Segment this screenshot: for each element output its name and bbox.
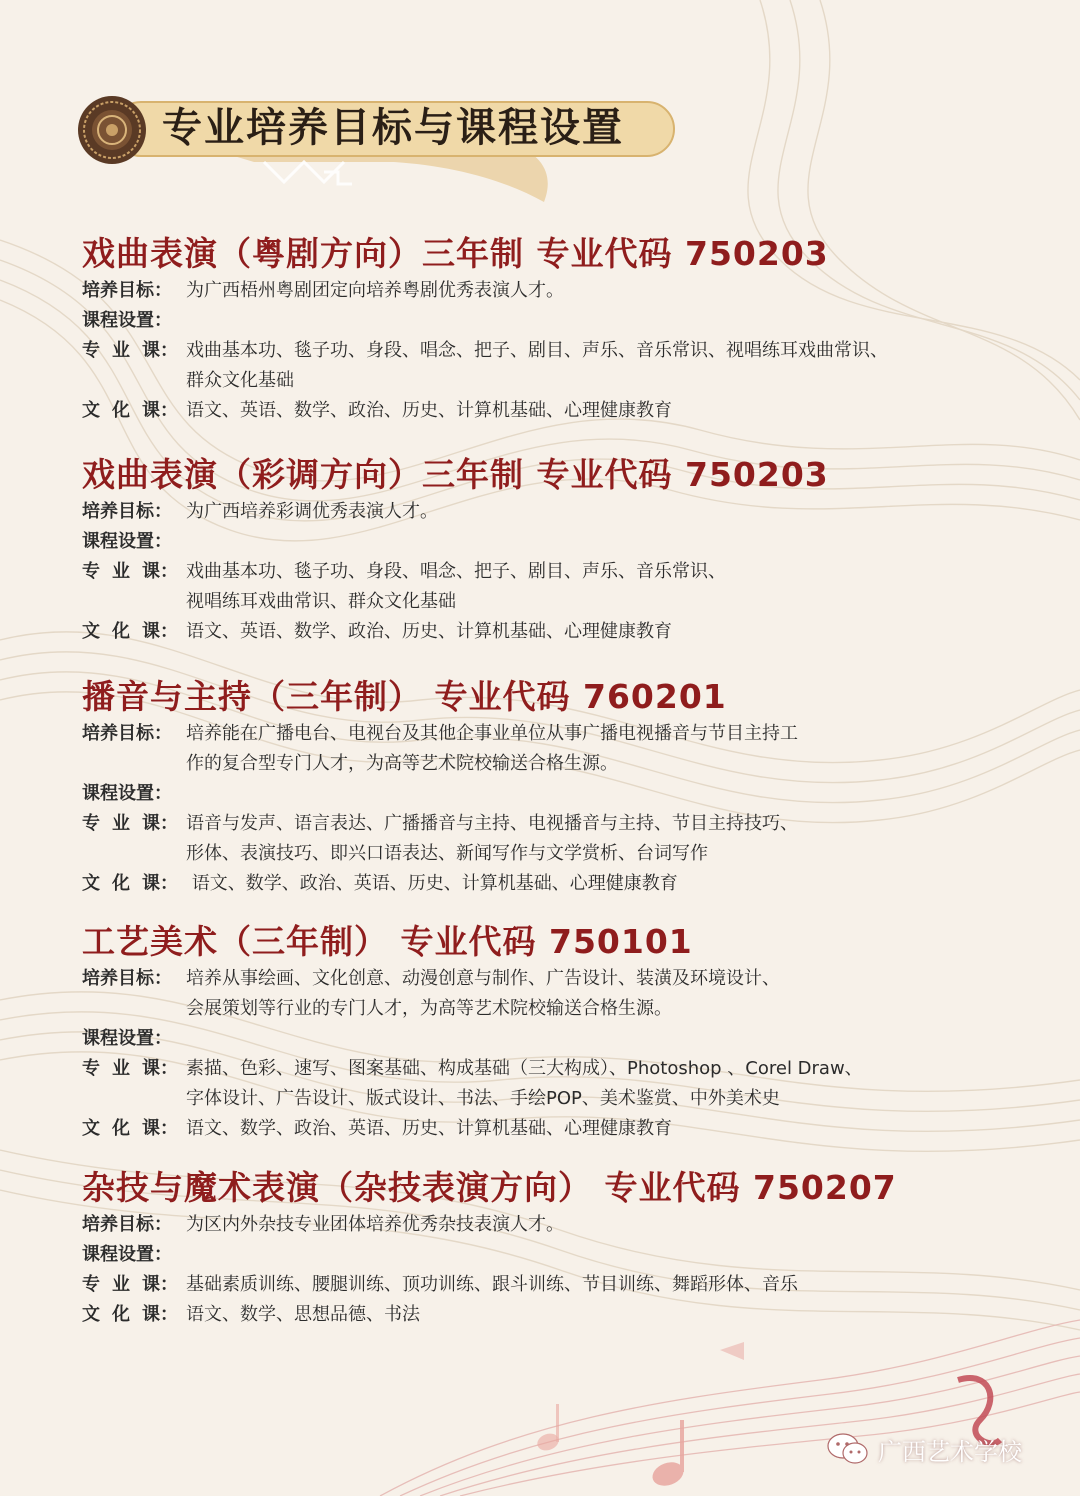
major-text: 形体、表演技巧、即兴口语表达、新闻写作与文学赏析、台词写作 — [186, 843, 708, 864]
goal-label: 培养目标： — [82, 280, 172, 301]
culture-text: 语文、数学、思想品德、书法 — [186, 1304, 420, 1325]
wechat-icon — [826, 1431, 870, 1467]
culture-row: 文 化 课： 语文、数学、政治、英语、历史、计算机基础、心理健康教育 — [82, 869, 1042, 899]
section-title: 戏曲表演（粤剧方向）三年制 专业代码 750203 — [82, 234, 829, 273]
culture-label: 文 化 课 — [82, 1118, 160, 1139]
major-label: 专 业 课 — [82, 1274, 160, 1295]
goal-label: 培养目标： — [82, 501, 172, 522]
courses-row — [82, 779, 1042, 809]
major-text: 基础素质训练、腰腿训练、顶功训练、跟斗训练、节目训练、舞蹈形体、音乐 — [186, 1274, 798, 1295]
goal-text: 为广西培养彩调优秀表演人才。 — [186, 501, 438, 522]
culture-text: 语文、数学、政治、英语、历史、计算机基础、心理健康教育 — [186, 873, 678, 894]
program-section — [82, 232, 1042, 426]
culture-row: 文 化 课： 语文、数学、思想品德、书法 — [82, 1300, 1042, 1330]
major-row: 专 业 课： 戏曲基本功、毯子功、身段、唱念、把子、剧目、声乐、音乐常识、 视唱练耳戏曲常识、群众文化基础 — [82, 557, 1042, 617]
section-title: 杂技与魔术表演（杂技表演方向） 专业代码 750207 — [82, 1168, 897, 1207]
medallion-icon — [78, 96, 146, 164]
culture-row: 文 化 课： 语文、英语、数学、政治、历史、计算机基础、心理健康教育 — [82, 396, 1042, 426]
courses-label: 课程设置： — [82, 783, 172, 804]
goal-text: 培养从事绘画、文化创意、动漫创意与制作、广告设计、装潢及环境设计、 — [186, 968, 780, 989]
major-text: 群众文化基础 — [186, 370, 294, 391]
courses-row — [82, 1240, 1042, 1270]
major-row: 专 业 课： 素描、色彩、速写、图案基础、构成基础（三大构成）、Photoshop 、Corel Draw、 字体设计、广告设计、版式设计、书法、手绘POP、美术鉴赏、中外美术史 — [82, 1054, 1042, 1114]
culture-row: 文 化 课： 语文、英语、数学、政治、历史、计算机基础、心理健康教育 — [82, 617, 1042, 647]
major-text: 戏曲基本功、毯子功、身段、唱念、把子、剧目、声乐、音乐常识、 — [186, 561, 726, 582]
courses-label: 课程设置： — [82, 310, 172, 331]
goal-text: 培养能在广播电台、电视台及其他企事业单位从事广播电视播音与节目主持工 — [186, 723, 798, 744]
program-section — [82, 1166, 1042, 1330]
courses-label: 课程设置： — [82, 531, 172, 552]
goal-text: 会展策划等行业的专门人才，为高等艺术院校输送合格生源。 — [186, 998, 672, 1019]
goal-text: 作的复合型专门人才，为高等艺术院校输送合格生源。 — [186, 753, 618, 774]
culture-row: 文 化 课： 语文、数学、政治、英语、历史、计算机基础、心理健康教育 — [82, 1114, 1042, 1144]
major-text: 视唱练耳戏曲常识、群众文化基础 — [186, 591, 456, 612]
goal-text: 为区内外杂技专业团体培养优秀杂技表演人才。 — [186, 1214, 564, 1235]
culture-text: 语文、英语、数学、政治、历史、计算机基础、心理健康教育 — [186, 400, 672, 421]
source-watermark — [826, 1431, 1022, 1467]
major-label: 专 业 课 — [82, 1058, 160, 1079]
goal-label: 培养目标： — [82, 1214, 172, 1235]
goal-row — [82, 497, 1042, 527]
section-title: 戏曲表演（彩调方向）三年制 专业代码 750203 — [82, 455, 829, 494]
major-label: 专 业 课 — [82, 561, 160, 582]
goal-row — [82, 276, 1042, 306]
major-label: 专 业 课 — [82, 813, 160, 834]
program-section — [82, 453, 1042, 647]
culture-label: 文 化 课 — [82, 621, 160, 642]
major-text: 语音与发声、语言表达、广播播音与主持、电视播音与主持、节目主持技巧、 — [186, 813, 798, 834]
culture-label: 文 化 课 — [82, 1304, 160, 1325]
section-title: 工艺美术（三年制） 专业代码 750101 — [82, 922, 693, 961]
major-label: 专 业 课 — [82, 340, 160, 361]
major-text: 字体设计、广告设计、版式设计、书法、手绘POP、美术鉴赏、中外美术史 — [186, 1088, 780, 1109]
culture-text: 语文、英语、数学、政治、历史、计算机基础、心理健康教育 — [186, 621, 672, 642]
culture-label: 文 化 课 — [82, 400, 160, 421]
goal-row — [82, 1210, 1042, 1240]
page-title: 专业培养目标与课程设置 — [162, 105, 624, 151]
major-row: 专 业 课： 语音与发声、语言表达、广播播音与主持、电视播音与主持、节目主持技巧、 形体、表演技巧、即兴口语表达、新闻写作与文学赏析、台词写作 — [82, 809, 1042, 869]
major-text: 素描、色彩、速写、图案基础、构成基础（三大构成）、Photoshop 、Corel Draw、 — [186, 1058, 863, 1079]
courses-row — [82, 527, 1042, 557]
major-text: 戏曲基本功、毯子功、身段、唱念、把子、剧目、声乐、音乐常识、视唱练耳戏曲常识、 — [186, 340, 888, 361]
goal-text: 为广西梧州粤剧团定向培养粤剧优秀表演人才。 — [186, 280, 564, 301]
goal-row — [82, 964, 1042, 1024]
courses-label: 课程设置： — [82, 1244, 172, 1265]
program-section — [82, 675, 1042, 899]
major-row: 专 业 课： 基础素质训练、腰腿训练、顶功训练、跟斗训练、节目训练、舞蹈形体、音乐 — [82, 1270, 1042, 1300]
courses-label: 课程设置： — [82, 1028, 172, 1049]
program-section — [82, 920, 1042, 1144]
goal-label: 培养目标： — [82, 723, 172, 744]
major-row: 专 业 课： 戏曲基本功、毯子功、身段、唱念、把子、剧目、声乐、音乐常识、视唱练耳戏曲常识、 群众文化基础 — [82, 336, 1042, 396]
goal-row — [82, 719, 1042, 779]
courses-row — [82, 306, 1042, 336]
courses-row — [82, 1024, 1042, 1054]
section-title: 播音与主持（三年制） 专业代码 760201 — [82, 677, 727, 716]
watermark-text: 广西艺术学校 — [878, 1437, 1022, 1466]
culture-text: 语文、数学、政治、英语、历史、计算机基础、心理健康教育 — [186, 1118, 672, 1139]
goal-label: 培养目标： — [82, 968, 172, 989]
culture-label: 文 化 课 — [82, 873, 160, 894]
